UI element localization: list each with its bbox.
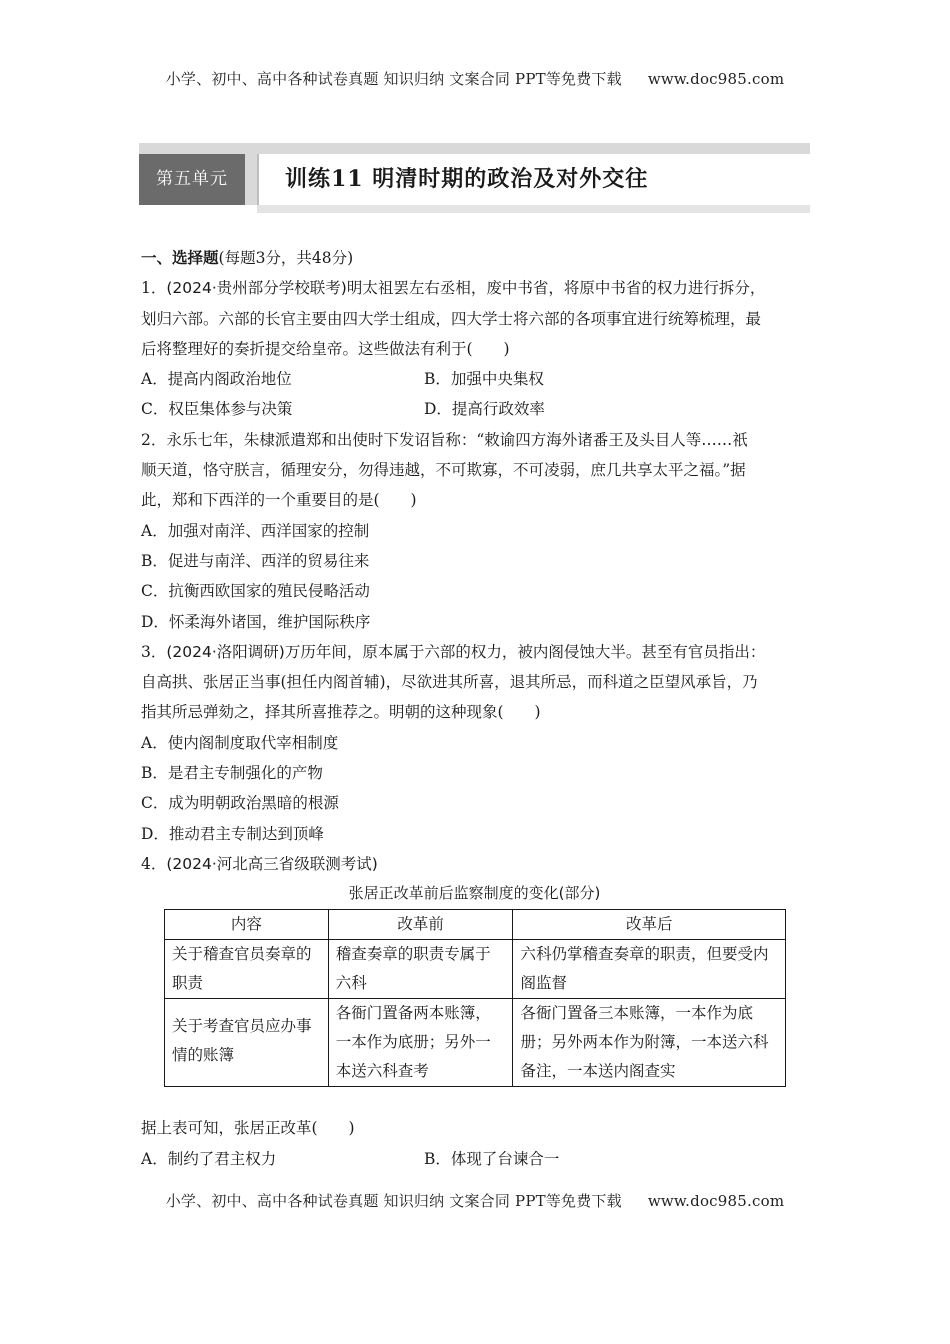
question-source: (2024·洛阳调研) <box>166 642 285 661</box>
table-cell: 各衙门置备三本账簿，一本作为底册；另外两本作为附簿，一本送六科备注，一本送内阁查实 <box>513 999 786 1087</box>
option-c[interactable]: C．抗衡西欧国家的殖民侵略活动 <box>141 582 370 601</box>
question-1: 1．(2024·贵州部分学校联考)明太祖罢左右丞相，废中书省，将原中书省的权力进行拆分， 划归六部。六部的长官主要由四大学士组成，四大学士将六部的各项事宜进行统筹梳理，最 后将整理好的奏折提交给皇帝。这些做法有利于( ) A．提高内阁政治地位 B．加强中央集权 C．权臣集体参与决策 D．提高行政效率 <box>141 273 811 424</box>
option-b[interactable]: B．加强中央集权 <box>424 370 544 389</box>
table-cell: 各衙门置备两本账簿，一本作为底册；另外一本送六科查考 <box>328 999 513 1087</box>
option-c[interactable]: C．成为明朝政治黑暗的根源 <box>141 794 339 813</box>
top-banner <box>0 68 950 89</box>
comparison-table <box>164 909 786 1087</box>
banner-url[interactable]: www.doc985.com <box>647 70 785 88</box>
option-c[interactable]: C．权臣集体参与决策 <box>141 400 293 419</box>
table-header-cell: 改革前 <box>328 910 513 940</box>
banner-text: 小学、初中、高中各种试卷真题 知识归纳 文案合同 PPT等免费下载 <box>165 1192 622 1210</box>
table-header-row <box>165 910 786 940</box>
question-4: 4．(2024·河北高三省级联测考试) 张居正改革前后监察制度的变化(部分) 内容 改革前 改革后 关于稽查官员奏章的职责 稽查奏章的职责专属于六科 六科仍掌稽查奏章的职责，但要受内阁监督 关于考查官员应办事情的账簿 各衙门置备两本账簿，一本作为底册；另外一本送六科查考 各衙门置备三本账簿，一本作为底册；另外两本作为附簿，一本送六科备注，一本送内阁查实 据上表可知，张居正改革( ) A．制约了君主权力 B．体现了台谏合一 <box>141 849 811 1174</box>
bottom-banner <box>0 1190 950 1211</box>
table-cell: 稽查奏章的职责专属于六科 <box>328 940 513 999</box>
option-d[interactable]: D．提高行政效率 <box>424 400 545 419</box>
unit-title-bar <box>139 143 810 213</box>
table-row <box>165 940 786 999</box>
option-d[interactable]: D．推动君主专制达到顶峰 <box>141 824 324 843</box>
table-row <box>165 999 786 1087</box>
banner-text: 小学、初中、高中各种试卷真题 知识归纳 文案合同 PPT等免费下载 <box>165 70 622 88</box>
table-cell: 六科仍掌稽查奏章的职责，但要受内阁监督 <box>513 940 786 999</box>
option-d[interactable]: D．怀柔海外诸国，维护国际秩序 <box>141 612 371 631</box>
question-source: (2024·贵州部分学校联考) <box>166 279 347 298</box>
question-3: 3．(2024·洛阳调研)万历年间，原本属于六部的权力，被内阁侵蚀大半。甚至有官员指出： 自高拱、张居正当事(担任内阁首辅)，尽欲进其所喜，退其所忌，而科道之臣望风承旨，乃 指其所忌弹劾之，择其所喜推荐之。明朝的这种现象( ) A．使内阁制度取代宰相制度 B．是君主专制强化的产物 C．成为明朝政治黑暗的根源 D．推动君主专制达到顶峰 <box>141 637 811 849</box>
table-cell: 关于稽查官员奏章的职责 <box>165 940 329 999</box>
option-a[interactable]: A．制约了君主权力 <box>141 1149 277 1168</box>
table-header-cell: 内容 <box>165 910 329 940</box>
option-b[interactable]: B．促进与南洋、西洋的贸易往来 <box>141 551 370 570</box>
table-caption: 张居正改革前后监察制度的变化(部分) <box>348 884 601 903</box>
question-2: 2．永乐七年，朱棣派遣郑和出使时下发诏旨称：“敕谕四方海外诸番王及头目人等……祇 顺天道，恪守朕言，循理安分，勿得违越，不可欺寡，不可凌弱，庶几共享太平之福。”据 此，郑和下西洋的一个重要目的是( ) A．加强对南洋、西洋国家的控制 B．促进与南洋、西洋的贸易往来 C．抗衡西欧国家的殖民侵略活动 D．怀柔海外诸国，维护国际秩序 <box>141 425 811 637</box>
option-b[interactable]: B．是君主专制强化的产物 <box>141 764 323 783</box>
option-b[interactable]: B．体现了台谏合一 <box>424 1149 560 1168</box>
option-a[interactable]: A．提高内阁政治地位 <box>141 370 292 389</box>
section-heading: 一、选择题(每题3分，共48分) <box>141 249 354 267</box>
page-title: 训练11 明清时期的政治及对外交往 <box>285 166 649 192</box>
option-a[interactable]: A．加强对南洋、西洋国家的控制 <box>141 521 370 540</box>
table-cell: 关于考查官员应办事情的账簿 <box>165 999 329 1087</box>
question-source: (2024·河北高三省级联测考试) <box>166 854 378 873</box>
table-header-cell: 改革后 <box>513 910 786 940</box>
option-a[interactable]: A．使内阁制度取代宰相制度 <box>141 733 339 752</box>
unit-label: 第五单元 <box>139 154 245 205</box>
question-list <box>141 243 811 1174</box>
banner-url[interactable]: www.doc985.com <box>647 1192 785 1210</box>
